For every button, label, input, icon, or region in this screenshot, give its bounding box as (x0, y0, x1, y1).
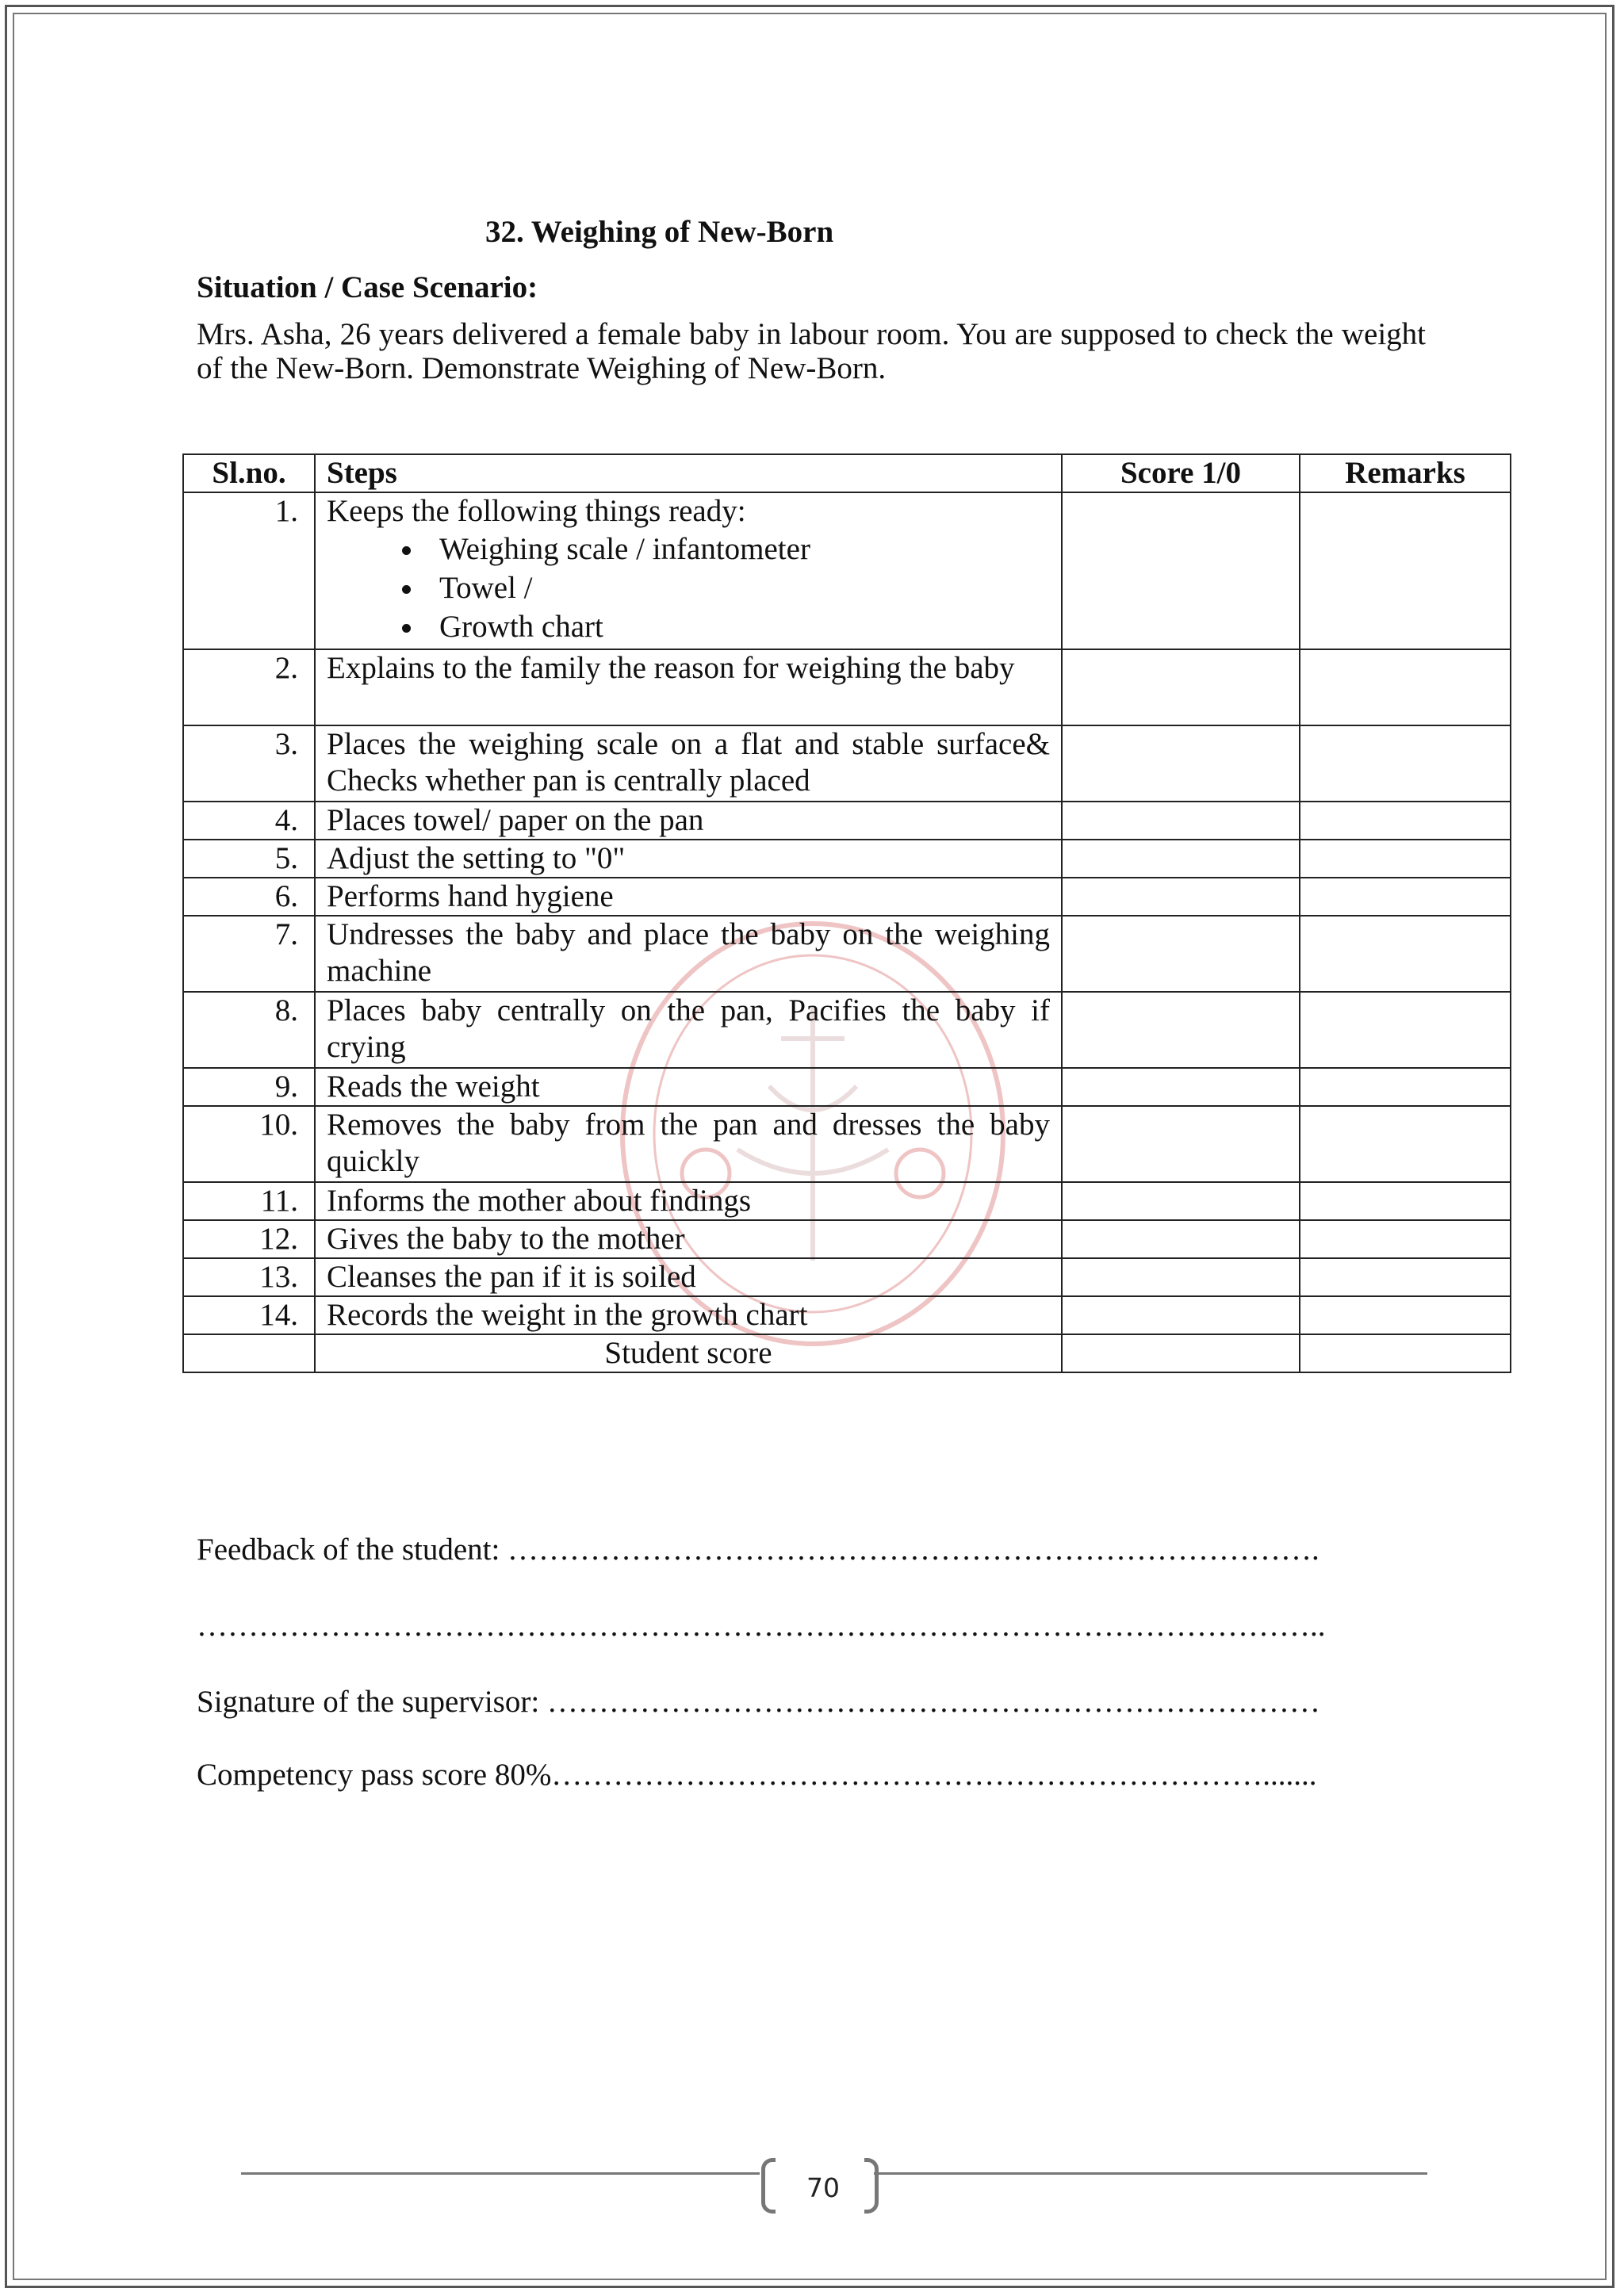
footer-rule-left (241, 2172, 760, 2175)
student-score-remarks[interactable] (1300, 1334, 1511, 1372)
list-item: • Growth chart (425, 607, 1050, 646)
score-cell[interactable] (1062, 1220, 1300, 1258)
step-text: Reads the weight (315, 1068, 1062, 1106)
remarks-cell[interactable] (1300, 1258, 1511, 1296)
remarks-cell[interactable] (1300, 1296, 1511, 1334)
step-intro: Keeps the following things ready: (327, 494, 746, 528)
page-title: 32. Weighing of New-Born (485, 215, 834, 249)
left-bracket-icon (761, 2158, 776, 2214)
score-cell[interactable] (1062, 878, 1300, 916)
remarks-cell[interactable] (1300, 492, 1511, 649)
col-header-steps: Steps (315, 454, 1062, 492)
step-text: Places baby centrally on the pan, Pacifies the baby if crying (315, 992, 1062, 1068)
row-number: 2. (183, 649, 315, 725)
pass-score-line: Competency pass score 80%……………………………………………………………....... (197, 1758, 1317, 1792)
table-row (183, 725, 1511, 802)
remarks-cell[interactable] (1300, 1068, 1511, 1106)
row-number: 9. (183, 1068, 315, 1106)
col-header-score: Score 1/0 (1062, 454, 1300, 492)
row-number: 8. (183, 992, 315, 1068)
score-cell[interactable] (1062, 725, 1300, 802)
row-number: 10. (183, 1106, 315, 1182)
score-cell[interactable] (1062, 492, 1300, 649)
score-cell[interactable] (1062, 1258, 1300, 1296)
case-scenario-heading: Situation / Case Scenario: (197, 270, 538, 304)
footer-rule-right (874, 2172, 1427, 2175)
student-score-value[interactable] (1062, 1334, 1300, 1372)
table-row (183, 492, 1511, 649)
table-header-row (183, 454, 1511, 492)
table-row (183, 1182, 1511, 1220)
student-score-label: Student score (315, 1334, 1062, 1372)
step-text (315, 492, 1062, 649)
table-row (183, 1068, 1511, 1106)
step-text: Adjust the setting to "0" (315, 840, 1062, 878)
table-row (183, 1258, 1511, 1296)
table-row (183, 878, 1511, 916)
row-number: 1. (183, 492, 315, 649)
remarks-cell[interactable] (1300, 916, 1511, 992)
table-row (183, 992, 1511, 1068)
remarks-cell[interactable] (1300, 725, 1511, 802)
blank-cell (183, 1334, 315, 1372)
steps-table (182, 453, 1511, 1373)
supervisor-signature-line: Signature of the supervisor: ………………………………………………………………… (197, 1685, 1320, 1719)
feedback-line: Feedback of the student: ……………………………………………………………………. (197, 1533, 1320, 1567)
list-item: • Towel / (425, 568, 1050, 607)
remarks-cell[interactable] (1300, 802, 1511, 840)
remarks-cell[interactable] (1300, 649, 1511, 725)
step-text: Performs hand hygiene (315, 878, 1062, 916)
step-text: Places towel/ paper on the pan (315, 802, 1062, 840)
score-cell[interactable] (1062, 992, 1300, 1068)
page-number: 70 (806, 2172, 840, 2203)
remarks-cell[interactable] (1300, 878, 1511, 916)
step-text: Cleanses the pan if it is soiled (315, 1258, 1062, 1296)
row-number: 11. (183, 1182, 315, 1220)
remarks-cell[interactable] (1300, 1182, 1511, 1220)
feedback-continuation-line: ……………………………………………………………………………………………….. (197, 1609, 1326, 1643)
row-number: 7. (183, 916, 315, 992)
table-row (183, 1106, 1511, 1182)
step-text: Informs the mother about findings (315, 1182, 1062, 1220)
row-number: 12. (183, 1220, 315, 1258)
table-row (183, 1220, 1511, 1258)
table-row (183, 1296, 1511, 1334)
row-number: 3. (183, 725, 315, 802)
score-cell[interactable] (1062, 1296, 1300, 1334)
remarks-cell[interactable] (1300, 840, 1511, 878)
score-cell[interactable] (1062, 1182, 1300, 1220)
case-scenario-text: Mrs. Asha, 26 years delivered a female baby in labour room. You are supposed to check the weight of the New-Born. Demonstrate Weighing of New-Born. (197, 317, 1426, 385)
table-row (183, 916, 1511, 992)
score-cell[interactable] (1062, 1106, 1300, 1182)
col-header-remarks: Remarks (1300, 454, 1511, 492)
score-cell[interactable] (1062, 802, 1300, 840)
row-number: 5. (183, 840, 315, 878)
student-score-row (183, 1334, 1511, 1372)
step-text: Undresses the baby and place the baby on the weighing machine (315, 916, 1062, 992)
requirements-list (327, 530, 1050, 646)
table-row (183, 802, 1511, 840)
remarks-cell[interactable] (1300, 1220, 1511, 1258)
step-text: Gives the baby to the mother (315, 1220, 1062, 1258)
table-row (183, 649, 1511, 725)
step-text: Removes the baby from the pan and dresses the baby quickly (315, 1106, 1062, 1182)
row-number: 14. (183, 1296, 315, 1334)
remarks-cell[interactable] (1300, 992, 1511, 1068)
row-number: 4. (183, 802, 315, 840)
score-cell[interactable] (1062, 916, 1300, 992)
right-bracket-icon (864, 2158, 879, 2214)
score-cell[interactable] (1062, 840, 1300, 878)
step-text: Explains to the family the reason for weighing the baby (315, 649, 1062, 725)
step-text: Places the weighing scale on a flat and stable surface& Checks whether pan is centrally placed (315, 725, 1062, 802)
score-cell[interactable] (1062, 1068, 1300, 1106)
remarks-cell[interactable] (1300, 1106, 1511, 1182)
step-text: Records the weight in the growth chart (315, 1296, 1062, 1334)
row-number: 6. (183, 878, 315, 916)
col-header-sl-no: Sl.no. (183, 454, 315, 492)
table-row (183, 840, 1511, 878)
row-number: 13. (183, 1258, 315, 1296)
list-item: • Weighing scale / infantometer (425, 530, 1050, 568)
score-cell[interactable] (1062, 649, 1300, 725)
